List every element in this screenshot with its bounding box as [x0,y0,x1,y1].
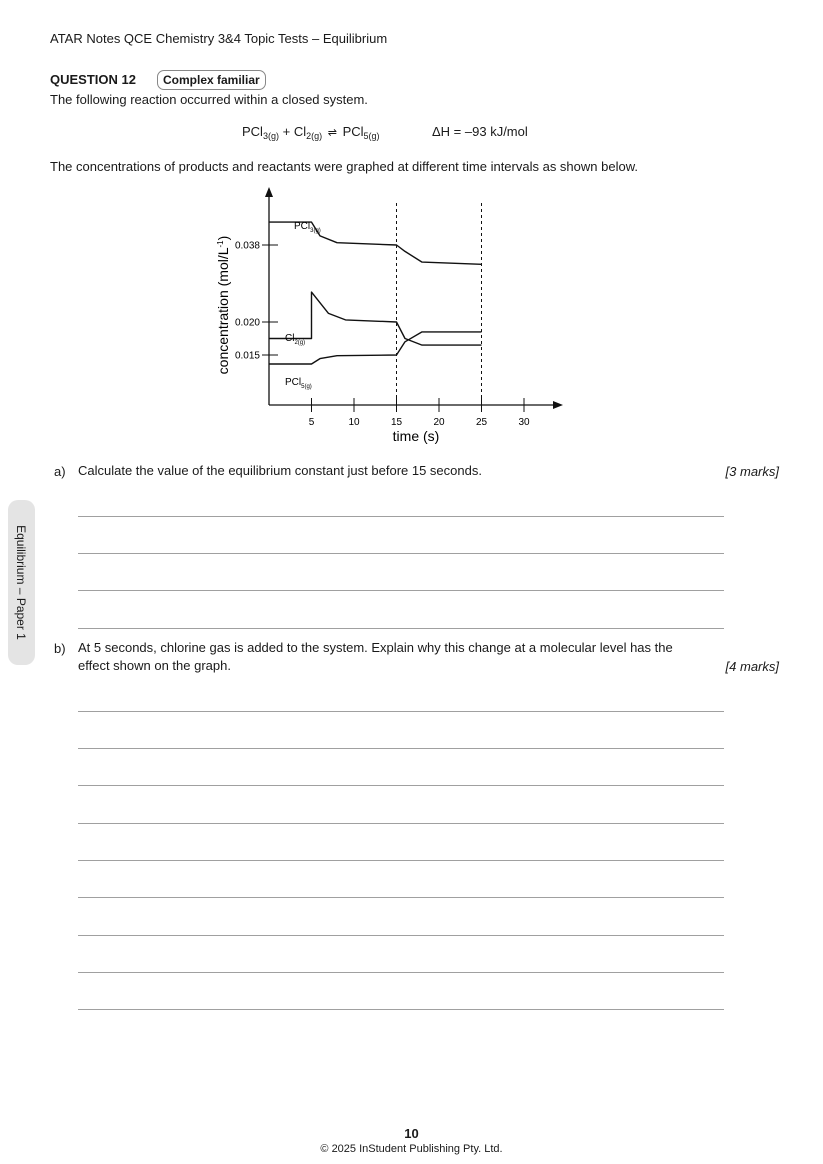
dashed-reference-lines [397,203,482,405]
answer-line[interactable] [78,1009,724,1010]
product-1: PCl [342,124,364,139]
x-tick-label: 15 [390,417,403,428]
product-1-state: 5(g) [363,131,380,141]
reactant-2-state: 2(g) [306,131,323,141]
x-tick-label: 25 [475,417,488,428]
x-tick-label: 20 [433,417,445,428]
y-ticks [235,241,278,362]
y-tick-label: 0.020 [234,317,260,329]
answer-line[interactable] [78,748,724,749]
x-tick-label: 10 [348,417,360,428]
part-a-letter: a) [54,464,66,479]
x-tick-label: 30 [518,417,530,428]
answer-line[interactable] [78,860,724,861]
cl2-curve [269,292,482,345]
equilibrium-arrow-icon: ⇌ [327,127,337,139]
series-label-pcl5: PCl$_{5(g)}$ [285,377,312,390]
graph-intro: The concentrations of products and reactants were graphed at different time intervals as shown below. [50,159,638,174]
section-side-tab [8,500,35,665]
x-tick-label: 5 [308,417,315,428]
series-label-cl2: $Cl_{2(g)}$ [285,333,306,346]
y-tick-label: 0.015 [234,350,260,362]
page-header: ATAR Notes QCE Chemistry 3&4 Topic Tests – Equilibrium [50,31,388,46]
answer-line[interactable] [78,553,724,554]
answer-line[interactable] [78,516,724,517]
question-intro: The following reaction occurred within a closed system. [50,92,368,107]
concentration-time-graph [200,185,580,447]
copyright: © 2025 InStudent Publishing Pty. Ltd. [320,1143,503,1155]
part-a-text: Calculate the value of the equilibrium constant just before 15 seconds. [78,463,482,478]
x-axis-label: time (s) [392,428,440,444]
y-axis-arrow-icon [265,187,273,197]
part-a-marks: [3 marks] [725,464,779,479]
pcl5-curve [269,332,482,364]
part-b-text: At 5 seconds, chlorine gas is added to the system. Explain why this change at a molecular level has the [78,640,673,655]
reactant-1: PCl [242,124,263,139]
answer-line[interactable] [78,897,724,898]
answer-line[interactable] [78,935,724,936]
answer-line[interactable] [78,628,724,629]
page-number: 10 [404,1126,419,1141]
answer-line[interactable] [78,823,724,824]
part-b-marks: [4 marks] [725,659,779,674]
plus-sign: + [282,124,291,139]
y-tick-label: 0.038 [234,240,260,252]
reaction-equation [242,124,380,141]
y-axis-label: concentration $(mol/L^{-1})$ [215,235,231,375]
enthalpy-change: ΔH = –93 kJ/mol [432,124,528,139]
x-axis-arrow-icon [553,401,563,409]
x-ticks [309,398,530,428]
answer-line[interactable] [78,590,724,591]
series-label-pcl3: PCl$_{3(g)}$ [294,221,321,234]
reactant-1-state: 3(g) [262,131,279,141]
part-b-letter: b) [54,641,66,656]
answer-line[interactable] [78,785,724,786]
question-number: QUESTION 12 [50,72,136,87]
answer-line[interactable] [78,711,724,712]
side-tab-label: Equilibrium – Paper 1 [14,525,29,640]
answer-line[interactable] [78,972,724,973]
difficulty-badge: Complex familiar [157,70,266,90]
part-b-text-line2: effect shown on the graph. [78,658,231,673]
reactant-2: Cl [293,124,307,139]
